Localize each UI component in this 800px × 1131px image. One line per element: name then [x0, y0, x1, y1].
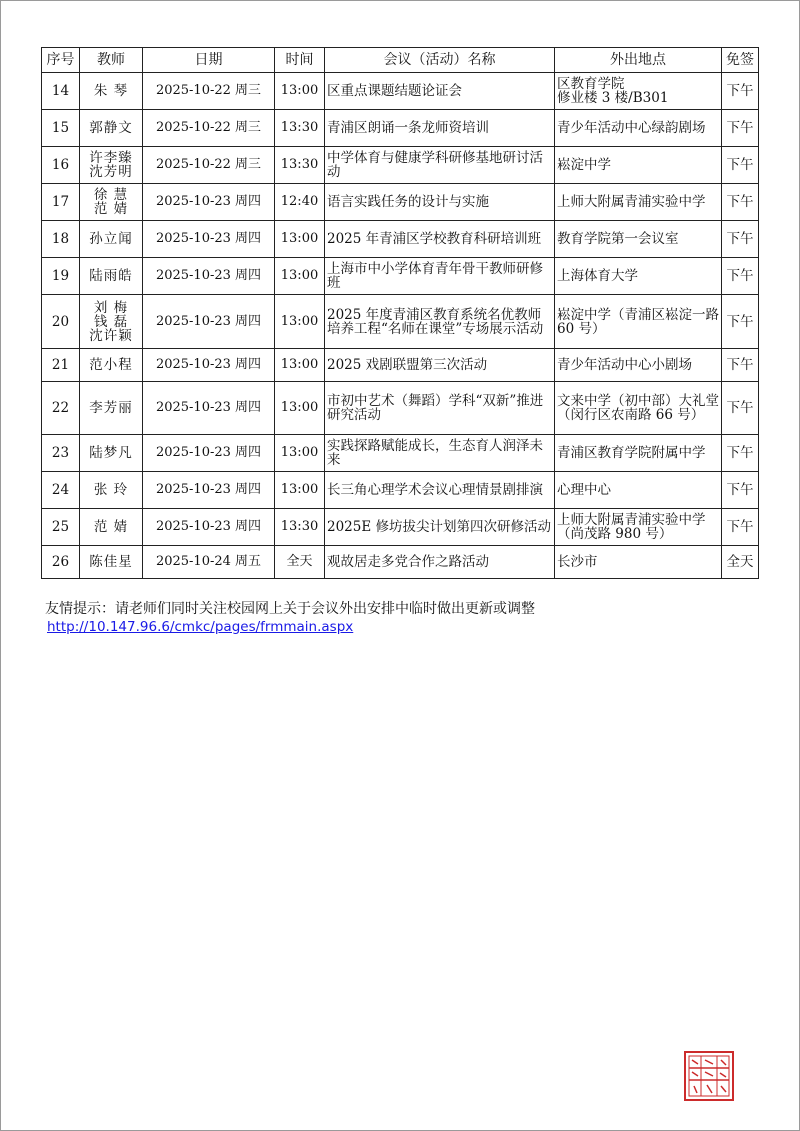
teacher-name: 钱 磊: [93, 313, 129, 330]
place-cell: 崧淀中学: [555, 147, 722, 184]
table-row: [42, 258, 759, 295]
topic-cell: 2025 年度青浦区教育系统名优教师培养工程“名师在课堂”专场展示活动: [325, 295, 555, 349]
table-row: [42, 184, 759, 221]
teacher-cell: [80, 73, 143, 110]
sign-cell: 下午: [722, 349, 759, 382]
place-cell: 心理中心: [555, 472, 722, 509]
header-sign: 免签: [722, 48, 759, 73]
teacher-name: 范 婧: [93, 201, 129, 217]
sign-cell: 全天: [722, 546, 759, 579]
teacher-cell: [80, 435, 143, 472]
teacher-name: 孙立闻: [89, 231, 133, 247]
place-cell: 青少年活动中心小剧场: [555, 349, 722, 382]
sign-cell: 下午: [722, 295, 759, 349]
place-cell: 教育学院第一会议室: [555, 221, 722, 258]
table-row: [42, 546, 759, 579]
time-cell: 13:00: [275, 435, 325, 472]
teacher-name: 刘 梅: [93, 299, 129, 316]
place-cell: 上师大附属青浦实验中学（尚茂路 980 号）: [555, 509, 722, 546]
teacher-cell: [80, 184, 143, 221]
teacher-name: 范小程: [89, 357, 133, 373]
time-cell: 13:00: [275, 349, 325, 382]
header-teacher: 教师: [80, 48, 143, 73]
date-cell: 2025-10-23 周四: [143, 509, 275, 546]
row-number: 17: [42, 184, 80, 221]
teacher-cell: [80, 221, 143, 258]
teacher-cell: [80, 295, 143, 349]
row-number: 19: [42, 258, 80, 295]
teacher-name: 陆梦凡: [89, 445, 133, 461]
sign-cell: 下午: [722, 382, 759, 435]
teacher-cell: [80, 546, 143, 579]
time-cell: 13:00: [275, 295, 325, 349]
teacher-name: 郭静文: [89, 120, 133, 136]
date-cell: 2025-10-23 周四: [143, 382, 275, 435]
time-cell: 13:30: [275, 110, 325, 147]
teacher-name: 陈佳星: [89, 554, 133, 570]
row-number: 14: [42, 73, 80, 110]
date-cell: 2025-10-23 周四: [143, 258, 275, 295]
place-cell: 上海体育大学: [555, 258, 722, 295]
intranet-link[interactable]: http://10.147.96.6/cmkc/pages/frmmain.aspx: [47, 619, 354, 635]
sign-cell: 下午: [722, 509, 759, 546]
teacher-cell: [80, 472, 143, 509]
teacher-name: 范 婧: [93, 519, 129, 535]
time-cell: 13:30: [275, 509, 325, 546]
teacher-cell: [80, 382, 143, 435]
time-cell: 13:00: [275, 472, 325, 509]
topic-cell: 观故居走多党合作之路活动: [325, 546, 555, 579]
table-row: [42, 435, 759, 472]
date-cell: 2025-10-23 周四: [143, 435, 275, 472]
table-row: [42, 110, 759, 147]
friendly-notice: 友情提示：请老师们同时关注校园网上关于会议外出安排中临时做出更新或调整: [45, 601, 535, 617]
table-row: [42, 349, 759, 382]
row-number: 22: [42, 382, 80, 435]
header-time: 时间: [275, 48, 325, 73]
table-header-row: [42, 48, 759, 73]
teacher-name: 许李臻: [89, 150, 133, 166]
time-cell: 13:00: [275, 382, 325, 435]
time-cell: 13:00: [275, 73, 325, 110]
date-cell: 2025-10-22 周三: [143, 73, 275, 110]
time-cell: 13:00: [275, 221, 325, 258]
teacher-name: 沈芳明: [89, 164, 133, 180]
teacher-name: 李芳丽: [89, 400, 133, 416]
teacher-name: 沈许颖: [89, 327, 133, 344]
topic-cell: 青浦区朗诵一条龙师资培训: [325, 110, 555, 147]
teacher-name: 朱 琴: [93, 83, 129, 99]
topic-cell: 长三角心理学术会议心理情景剧排演: [325, 472, 555, 509]
row-number: 18: [42, 221, 80, 258]
date-cell: 2025-10-23 周四: [143, 349, 275, 382]
teacher-cell: [80, 509, 143, 546]
table-row: [42, 472, 759, 509]
topic-cell: 语言实践任务的设计与实施: [325, 184, 555, 221]
date-cell: 2025-10-22 周三: [143, 110, 275, 147]
row-number: 16: [42, 147, 80, 184]
sign-cell: 下午: [722, 221, 759, 258]
row-number: 24: [42, 472, 80, 509]
date-cell: 2025-10-23 周四: [143, 184, 275, 221]
topic-cell: 2025 年青浦区学校教育科研培训班: [325, 221, 555, 258]
place-cell: 崧淀中学（青浦区崧淀一路 60 号）: [555, 295, 722, 349]
date-cell: 2025-10-23 周四: [143, 295, 275, 349]
place-cell: 长沙市: [555, 546, 722, 579]
teacher-name: 徐 慧: [93, 187, 129, 203]
teacher-cell: [80, 110, 143, 147]
table-row: [42, 147, 759, 184]
header-num: 序号: [42, 48, 80, 73]
topic-cell: 市初中艺术（舞蹈）学科“双新”推进研究活动: [325, 382, 555, 435]
header-place: 外出地点: [555, 48, 722, 73]
time-cell: 13:30: [275, 147, 325, 184]
topic-cell: 2025 戏剧联盟第三次活动: [325, 349, 555, 382]
teacher-name: 张 玲: [93, 482, 129, 498]
red-seal-stamp-icon: [683, 1050, 735, 1102]
place-cell: 文来中学（初中部）大礼堂（闵行区农南路 66 号）: [555, 382, 722, 435]
time-cell: 13:00: [275, 258, 325, 295]
topic-cell: 上海市中小学体育青年骨干教师研修班: [325, 258, 555, 295]
sign-cell: 下午: [722, 258, 759, 295]
row-number: 15: [42, 110, 80, 147]
header-date: 日期: [143, 48, 275, 73]
sign-cell: 下午: [722, 435, 759, 472]
row-number: 26: [42, 546, 80, 579]
date-cell: 2025-10-23 周四: [143, 221, 275, 258]
row-number: 20: [42, 295, 80, 349]
topic-cell: 实践探路赋能成长，生态育人润泽未来: [325, 435, 555, 472]
place-cell: 青浦区教育学院附属中学: [555, 435, 722, 472]
table-row: [42, 73, 759, 110]
table-row: [42, 295, 759, 349]
sign-cell: 下午: [722, 184, 759, 221]
row-number: 21: [42, 349, 80, 382]
table-row: [42, 509, 759, 546]
header-topic: 会议（活动）名称: [325, 48, 555, 73]
topic-cell: 2025E 修坊拔尖计划第四次研修活动: [325, 509, 555, 546]
sign-cell: 下午: [722, 73, 759, 110]
sign-cell: 下午: [722, 110, 759, 147]
sign-cell: 下午: [722, 147, 759, 184]
sign-cell: 下午: [722, 472, 759, 509]
place-cell: 青少年活动中心绿韵剧场: [555, 110, 722, 147]
teacher-cell: [80, 258, 143, 295]
time-cell: 全天: [275, 546, 325, 579]
teacher-cell: [80, 349, 143, 382]
date-cell: 2025-10-23 周四: [143, 472, 275, 509]
row-number: 25: [42, 509, 80, 546]
date-cell: 2025-10-22 周三: [143, 147, 275, 184]
topic-cell: 中学体育与健康学科研修基地研讨活动: [325, 147, 555, 184]
time-cell: 12:40: [275, 184, 325, 221]
table-row: [42, 221, 759, 258]
place-cell: 区教育学院 修业楼 3 楼/B301: [555, 73, 722, 110]
row-number: 23: [42, 435, 80, 472]
schedule-table: [41, 47, 759, 579]
place-cell: 上师大附属青浦实验中学: [555, 184, 722, 221]
teacher-cell: [80, 147, 143, 184]
date-cell: 2025-10-24 周五: [143, 546, 275, 579]
table-row: [42, 382, 759, 435]
topic-cell: 区重点课题结题论证会: [325, 73, 555, 110]
teacher-name: 陆雨皓: [89, 268, 133, 284]
